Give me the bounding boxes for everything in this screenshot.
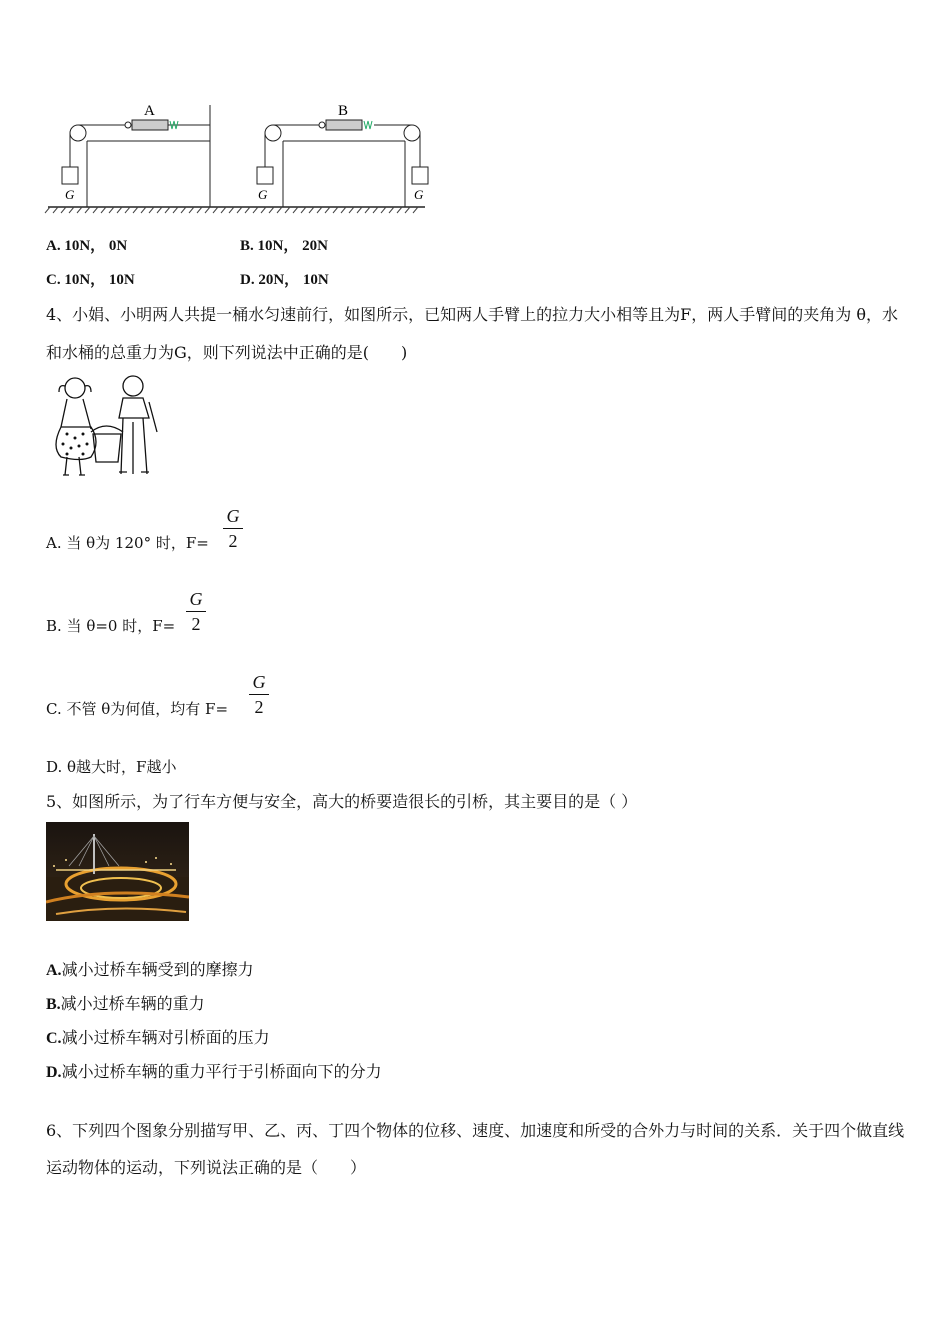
q3-option-d: D. 20N， 10N (240, 272, 329, 288)
q3-option-b: B. 10N， 20N (240, 238, 328, 254)
scale-label-a: A (144, 103, 155, 119)
q3-option-c: C. 10N， 10N (46, 272, 135, 288)
children-bucket-illustration (45, 372, 160, 482)
q4-stem-line1: 4、小娟、小明两人共提一桶水匀速前行，如图所示，已知两人手臂上的拉力大小相等且为F，两人手臂间的夹角为 θ，水 (46, 305, 899, 324)
q6-stem-line1: 6、下列四个图象分别描写甲、乙、丙、丁四个物体的位移、速度、加速度和所受的合外力与时间的关系．关于四个做直线 (46, 1121, 905, 1140)
q4-option-a: A. 当 θ为 120° 时，F= (46, 534, 209, 552)
q4-option-d: D. θ越大时，F越小 (46, 758, 177, 776)
q4-option-a-fraction: G 2 (223, 506, 243, 551)
q4-stem-line2: 和水桶的总重力为G，则下列说法中正确的是( ) (46, 343, 408, 362)
q6-stem-line2: 运动物体的运动，下列说法正确的是（ ） (46, 1158, 367, 1177)
scale-label-b: B (338, 103, 349, 119)
q4-option-c: C. 不管 θ为何值，均有 F= (46, 700, 229, 718)
weight-label-right: G (414, 187, 424, 202)
q5-option-a: A.减小过桥车辆受到的摩擦力 (46, 960, 254, 979)
q3-option-a: A. 10N， 0N (46, 238, 128, 254)
q5-option-c: C.减小过桥车辆对引桥面的压力 (46, 1028, 270, 1047)
spring-scale-figure (40, 95, 440, 220)
q4-option-b: B. 当 θ=0 时，F= (46, 617, 176, 635)
q5-option-b: B.减小过桥车辆的重力 (46, 994, 205, 1013)
q4-option-b-fraction: G 2 (186, 589, 206, 634)
weight-label-mid: G (258, 187, 268, 202)
weight-label-left: G (65, 187, 75, 202)
q4-option-c-fraction: G 2 (249, 672, 269, 717)
bridge-night-photo (46, 822, 189, 921)
q5-option-d: D.减小过桥车辆的重力平行于引桥面向下的分力 (46, 1062, 382, 1081)
q5-stem: 5、如图所示，为了行车方便与安全，高大的桥要造很长的引桥，其主要目的是（ ） (46, 792, 638, 811)
